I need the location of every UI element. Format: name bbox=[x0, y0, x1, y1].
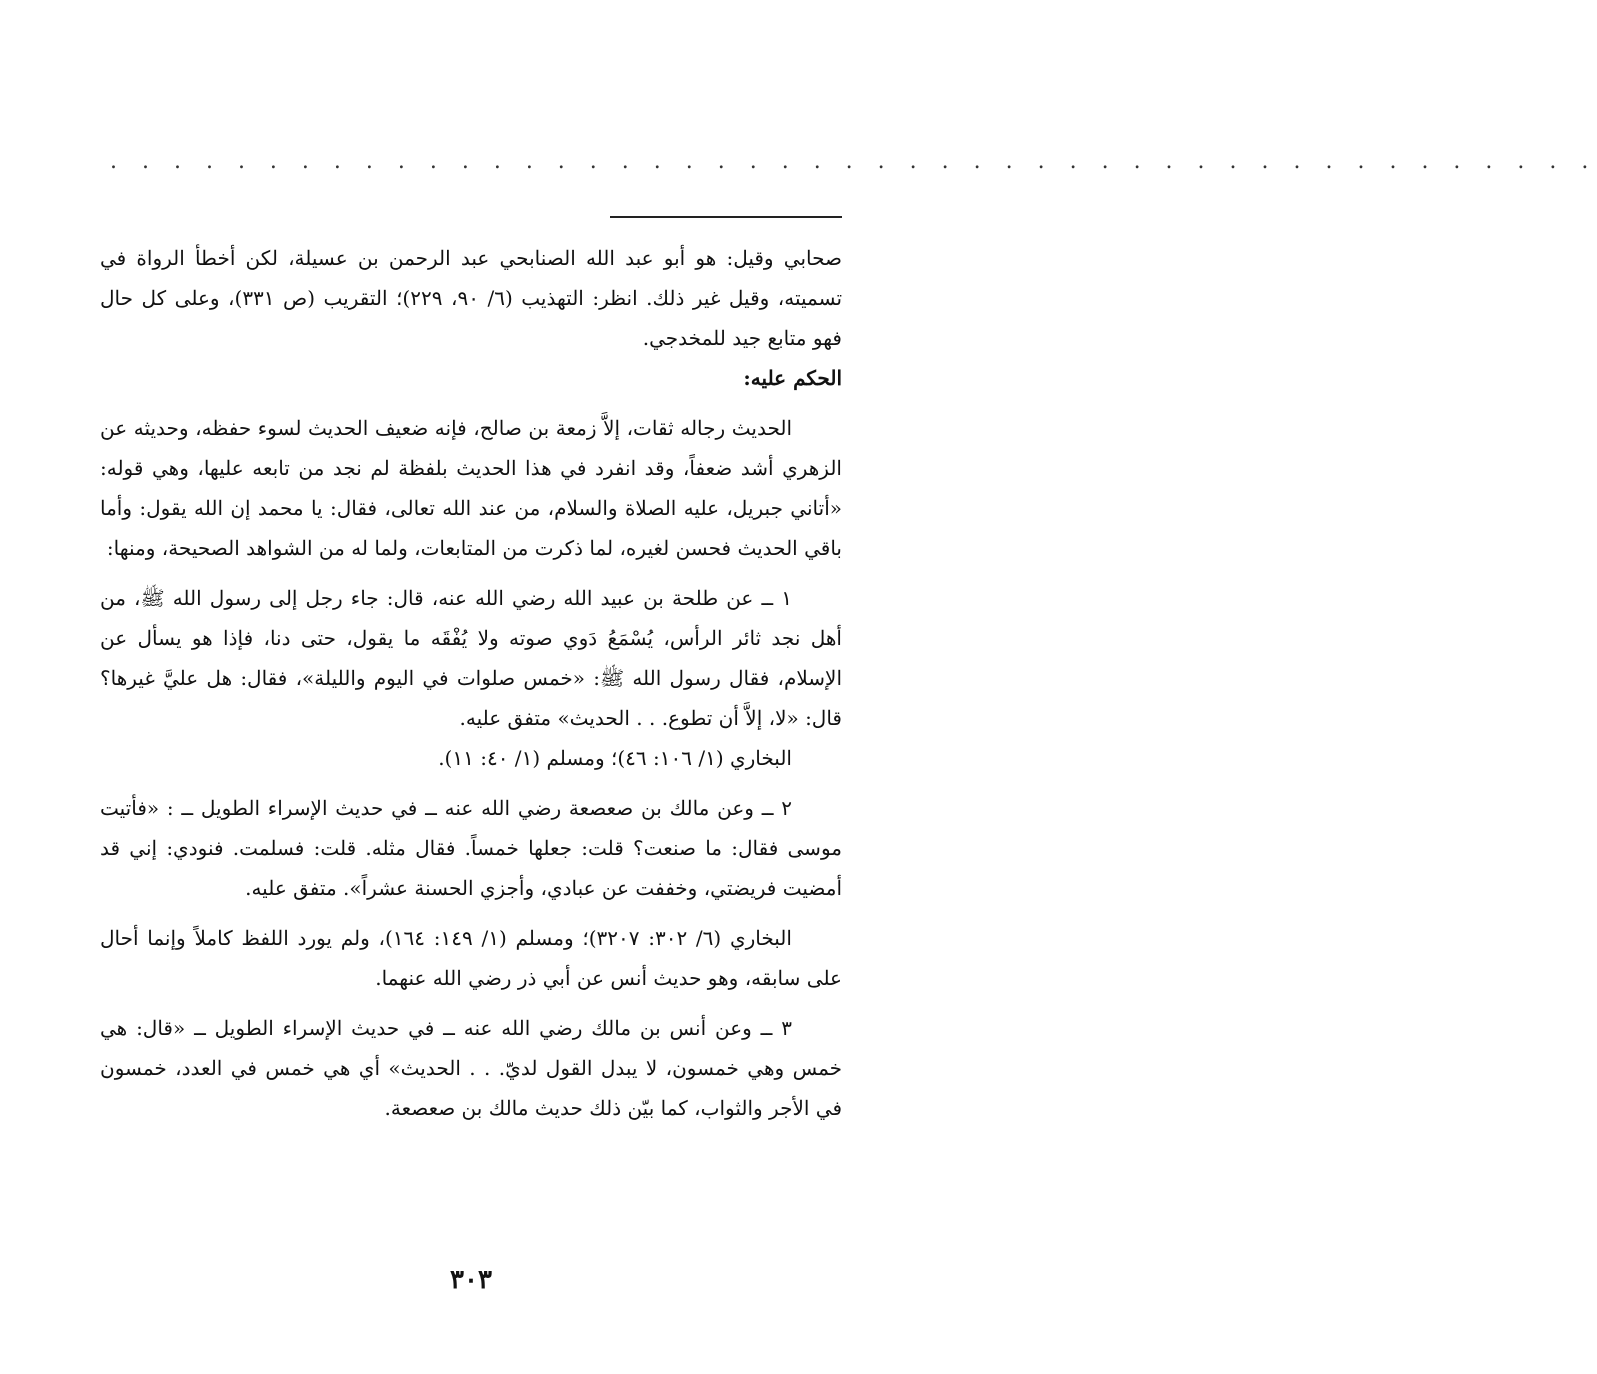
footnote-text: صحابي وقيل: هو أبو عبد الله الصنابحي عبد الرحمن بن عسيلة، لكن أخطأ الرواة في تسميته، وقيل غير ذلك. انظر: التهذيب (٦/ ٩٠، ٢٢٩)؛ التقريب (ص ٣٣١)، وعلى كل حال فهو متابع جيد للمخدجي. bbox=[100, 246, 843, 350]
page-body bbox=[100, 238, 842, 1128]
evidence-item-1: ١ ــ عن طلحة بن عبيد الله رضي الله عنه، قال: جاء رجل إلى رسول الله ﷺ، من أهل نجد ثائر الرأس، يُسْمَعُ دَوي صوته ولا يُفْقَه ما يقول، حتى دنا، فإذا هو يسأل عن الإسلام، فقال رسول الله ﷺ: «خمس صلوات في اليوم والليلة»، فقال: هل عليَّ غيرها؟ قال: «لا، إلاَّ أن تطوع. . . الحديث» متفق عليه. bbox=[100, 586, 843, 730]
dotted-separator: . . . . . . . . . . . . . . . . . . . . . . . . . . . . . . . . . . . . . . . . . . . . . . . bbox=[110, 149, 1597, 174]
page-number: ٣٠٣ bbox=[450, 1265, 492, 1295]
evidence-item-3: ٣ ــ وعن أنس بن مالك رضي الله عنه ــ في حديث الإسراء الطويل ــ «قال: هي خمس وهي خمسون، لا يبدل القول لديّ. . . الحديث» أي هي خمس في العدد، خمسون في الأجر والثواب، كما بيّن ذلك حديث مالك بن صعصعة. bbox=[100, 1016, 842, 1120]
footnote-rule bbox=[610, 216, 842, 218]
intro-paragraph: الحديث رجاله ثقات، إلاَّ زمعة بن صالح، فإنه ضعيف الحديث لسوء حفظه، وحديثه عن الزهري أشد ضعفاً، وقد انفرد في هذا الحديث بلفظة لم نجد من تابعه عليها، وهي قوله: «أتاني جبريل، عليه الصلاة والسلام، من عند الله تعالى، فقال: يا محمد إن الله يقول: وأما باقي الحديث فحسن لغيره، لما ذكرت من المتابعات، ولما له من الشواهد الصحيحة، ومنها: bbox=[100, 416, 842, 560]
evidence-item-2-reference: البخاري (٦/ ٣٠٢: ٣٢٠٧)؛ ومسلم (١/ ١٤٩: ١٦٤)، ولم يورد اللفظ كاملاً وإنما أحال على سابقه، وهو حديث أنس عن أبي ذر رضي الله عنهما. bbox=[100, 926, 842, 990]
evidence-item-1-reference: البخاري (١/ ١٠٦: ٤٦)؛ ومسلم (١/ ٤٠: ١١). bbox=[438, 746, 792, 770]
section-heading: الحكم عليه: bbox=[743, 366, 842, 390]
evidence-item-2: ٢ ــ وعن مالك بن صعصعة رضي الله عنه ــ في حديث الإسراء الطويل ــ : «فأتيت موسى فقال: ما صنعت؟ قلت: جعلها خمساً. فقال مثله. قلت: فسلمت. فنودي: إني قد أمضيت فريضتي، وخففت عن عبادي، وأجزي الحسنة عشراً». متفق عليه. bbox=[100, 796, 842, 900]
